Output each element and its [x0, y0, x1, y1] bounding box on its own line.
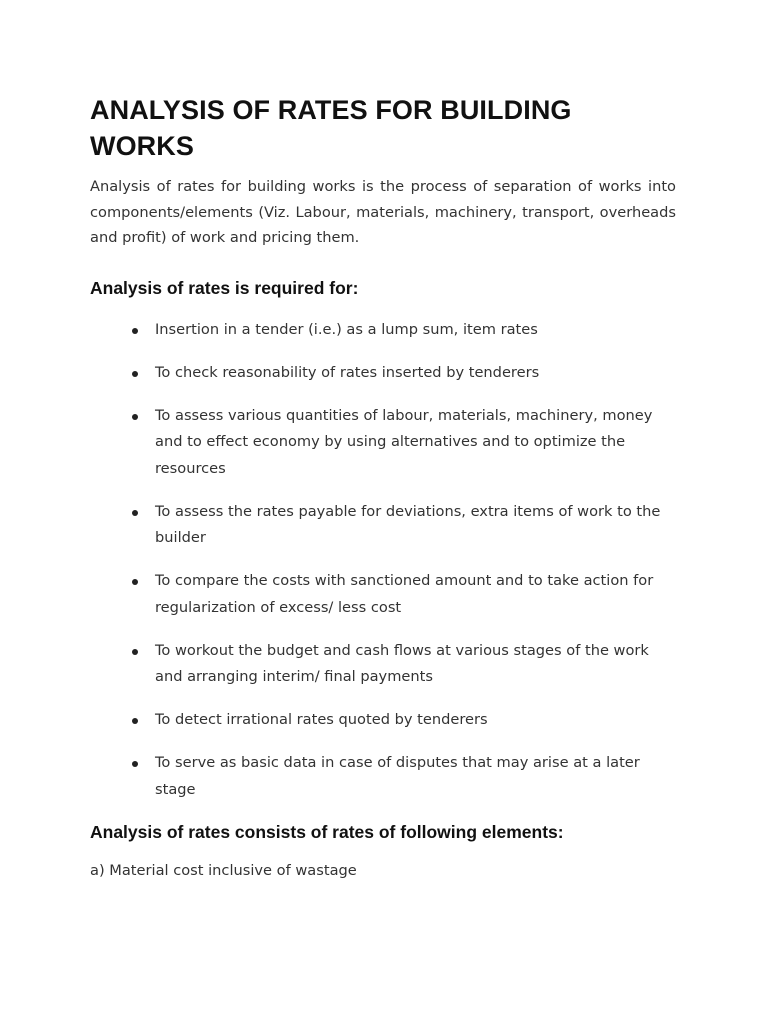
- bullet-icon: [132, 414, 138, 420]
- bullet-icon: [132, 761, 138, 767]
- list-item: [90, 750, 676, 803]
- intro-paragraph: Analysis of rates for building works is the process of separation of works into components/elements (Viz. Labour, materials, machinery, transport, overheads and profit) of work and pricing them.: [90, 178, 676, 246]
- list-item: [90, 360, 676, 387]
- list-item-text: To compare the costs with sanctioned amount and to take action for regularization of excess/ less cost: [155, 572, 654, 616]
- list-item: [90, 317, 676, 344]
- list-item-text: To serve as basic data in case of disputes that may arise at a later stage: [155, 754, 640, 798]
- list-item-text: To check reasonability of rates inserted by tenderers: [155, 363, 540, 381]
- element-item: a) Material cost inclusive of wastage: [90, 861, 357, 879]
- list-item-text: Insertion in a tender (i.e.) as a lump sum, item rates: [155, 320, 538, 338]
- document-page: [90, 92, 676, 884]
- bullet-icon: [132, 579, 138, 585]
- bullet-icon: [132, 371, 138, 377]
- required-list: [90, 317, 676, 804]
- required-heading: Analysis of rates is required for:: [90, 277, 359, 298]
- document-title: ANALYSIS OF RATES FOR BUILDING WORKS: [90, 95, 572, 161]
- list-item-text: To detect irrational rates quoted by tenderers: [155, 711, 488, 728]
- list-item: [90, 568, 676, 621]
- list-item: [90, 638, 676, 691]
- list-item: [90, 403, 676, 483]
- list-item-text: To assess various quantities of labour, materials, machinery, money and to effect economy by using alternatives and to optimize the resources: [155, 406, 653, 477]
- bullet-icon: [132, 510, 138, 516]
- list-item-text: To workout the budget and cash flows at various stages of the work and arranging interim/ final payments: [155, 641, 649, 685]
- list-item-text: To assess the rates payable for deviations, extra items of work to the builder: [155, 502, 661, 546]
- bullet-icon: [132, 328, 138, 334]
- bullet-icon: [132, 718, 138, 724]
- list-item: [90, 707, 676, 734]
- elements-heading: Analysis of rates consists of rates of following elements:: [90, 821, 564, 842]
- list-item: [90, 499, 676, 552]
- bullet-icon: [132, 649, 138, 655]
